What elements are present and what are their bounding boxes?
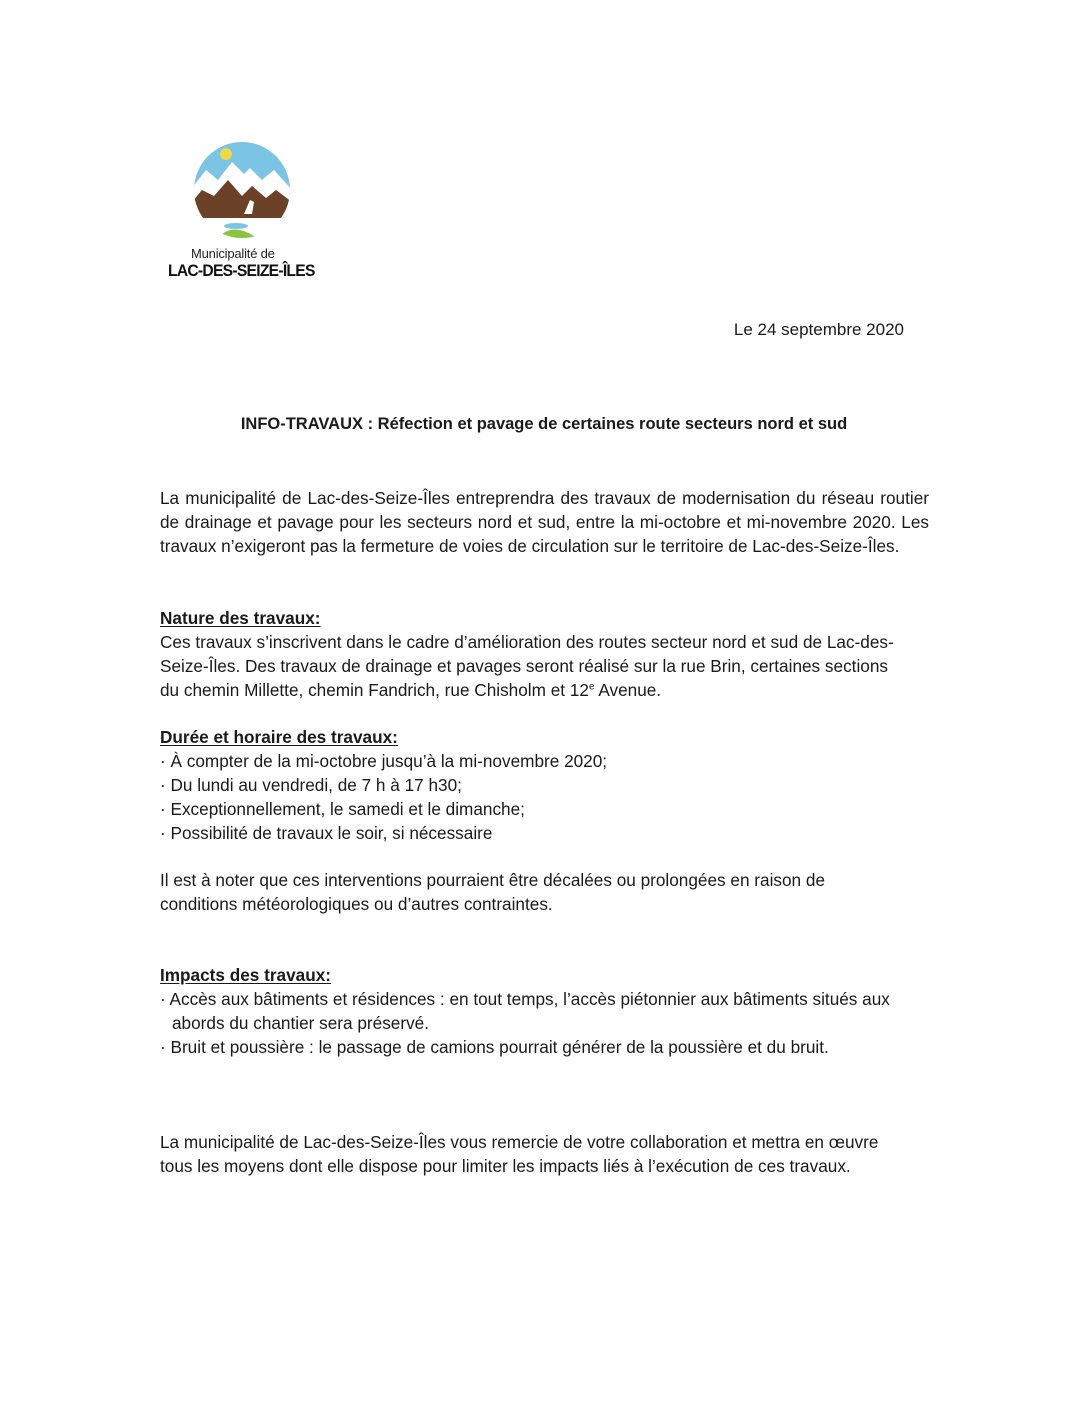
impacts-heading: Impacts des travaux: — [160, 965, 331, 985]
note-line: conditions météorologiques ou d’autres contraintes. — [160, 893, 553, 914]
list-item: · Accès aux bâtiments et résidences : en tout temps, l’accès piétonnier aux bâtiments situés aux — [160, 988, 890, 1009]
logo-text-name: LAC-DES-SEIZE-ÎLES — [168, 261, 315, 280]
nature-line: Seize-Îles. Des travaux de drainage et pavages seront réalisé sur la rue Brin, certaines sections — [160, 655, 888, 676]
list-item: · À compter de la mi-octobre jusqu’à la mi-novembre 2020; — [160, 750, 608, 771]
impacts-section — [160, 964, 929, 1060]
document-title: INFO-TRAVAUX : Réfection et pavage de certaines route secteurs nord et sud — [240, 415, 848, 433]
list-item-continuation: abords du chantier sera préservé. — [172, 1012, 429, 1033]
duree-section — [160, 726, 929, 846]
intro-paragraph: La municipalité de Lac-des-Seize-Îles entreprendra des travaux de modernisation du réseau routier de drainage et pavage pour les secteurs nord et sud, entre la mi-octobre et mi-novembre 2020. Les travaux n’exigeront pas la fermeture de voies de circulation sur le territoire de Lac-des-Seize-Îles. — [160, 488, 929, 556]
superscript-e: e — [588, 680, 595, 692]
nature-section — [160, 607, 929, 703]
nature-line3-end: Avenue. — [594, 679, 662, 700]
duree-heading: Durée et horaire des travaux: — [160, 727, 398, 747]
closing-line: tous les moyens dont elle dispose pour limiter les impacts liés à l’exécution de ces travaux. — [160, 1155, 851, 1176]
closing-line: La municipalité de Lac-des-Seize-Îles vous remercie de votre collaboration et mettra en œuvre — [160, 1132, 879, 1152]
nature-line — [160, 679, 929, 703]
nature-heading: Nature des travaux: — [160, 608, 321, 628]
list-item: · Du lundi au vendredi, de 7 h à 17 h30; — [160, 774, 462, 795]
list-item: · Bruit et poussière : le passage de camions pourrait générer de la poussière et du bruit. — [160, 1036, 829, 1057]
municipality-logo — [168, 140, 318, 280]
nature-line3-start: du chemin Millette, chemin Fandrich, rue Chisholm et 12 — [160, 679, 589, 700]
list-item: · Possibilité de travaux le soir, si nécessaire — [160, 822, 493, 843]
note-line: Il est à noter que ces interventions pourraient être décalées ou prolongées en raison de — [160, 870, 826, 890]
logo-text-municipalite: Municipalité de — [191, 246, 275, 261]
municipality-logo-icon — [192, 140, 292, 242]
note-paragraph — [160, 869, 929, 917]
list-item: · Exceptionnellement, le samedi et le dimanche; — [160, 798, 525, 819]
closing-paragraph — [160, 1131, 929, 1179]
nature-line: Ces travaux s’inscrivent dans le cadre d’amélioration des routes secteur nord et sud de Lac-des- — [160, 631, 894, 652]
document-date: Le 24 septembre 2020 — [733, 320, 904, 339]
